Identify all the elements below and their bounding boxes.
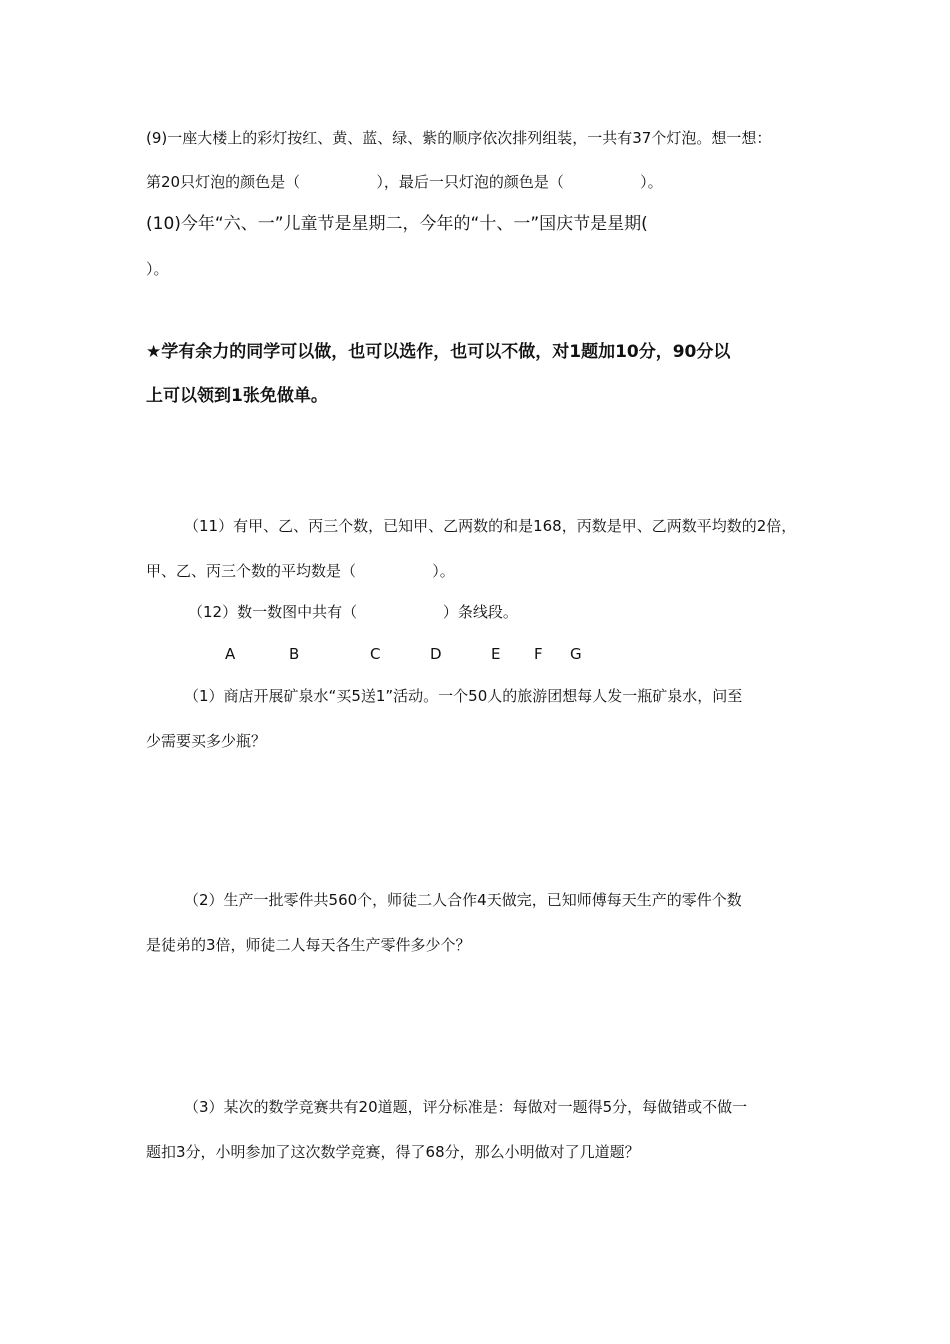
bonus-line2: 上可以领到1张免做单。 bbox=[146, 386, 328, 406]
point-label: G bbox=[570, 645, 582, 663]
point-label: C bbox=[370, 645, 381, 663]
bonus-line1: ★学有余力的同学可以做，也可以选作，也可以不做，对1题加10分，90分以 bbox=[146, 342, 731, 362]
point-label: F bbox=[534, 645, 543, 663]
point-label: B bbox=[289, 645, 300, 663]
point-label: D bbox=[430, 645, 442, 663]
point-label: E bbox=[491, 645, 501, 663]
p2-line1: （2）生产一批零件共560个，师徒二人合作4天做完，已知师傅每天生产的零件个数 bbox=[184, 891, 742, 909]
q9-line1: (9)一座大楼上的彩灯按红、黄、蓝、绿、紫的顺序依次排列组装，一共有37个灯泡。想一想： bbox=[146, 129, 772, 147]
q9-line2: 第20只灯泡的颜色是（ ），最后一只灯泡的颜色是（ ）。 bbox=[146, 173, 663, 191]
point-label: A bbox=[225, 645, 236, 663]
p2-line2: 是徒弟的3倍，师徒二人每天各生产零件多少个？ bbox=[146, 936, 471, 954]
q12-line1: （12）数一数图中共有（ ）条线段。 bbox=[188, 603, 518, 621]
p3-line2: 题扣3分，小明参加了这次数学竞赛，得了68分，那么小明做对了几道题？ bbox=[146, 1143, 640, 1161]
p1-line1: （1）商店开展矿泉水“买5送1”活动。一个50人的旅游团想每人发一瓶矿泉水，问至 bbox=[184, 687, 743, 705]
q10-line1: (10)今年“六、一”儿童节是星期二，今年的“十、一”国庆节是星期( bbox=[146, 214, 648, 234]
q11-line2: 甲、乙、丙三个数的平均数是（ ）。 bbox=[146, 562, 455, 580]
q10-line2: ）。 bbox=[146, 260, 169, 278]
q11-line1: （11）有甲、乙、丙三个数，已知甲、乙两数的和是168，丙数是甲、乙两数平均数的2倍， bbox=[184, 517, 797, 535]
p1-line2: 少需要买多少瓶？ bbox=[146, 732, 267, 750]
p3-line1: （3）某次的数学竞赛共有20道题，评分标准是：每做对一题得5分，每做错或不做一 bbox=[184, 1098, 748, 1116]
